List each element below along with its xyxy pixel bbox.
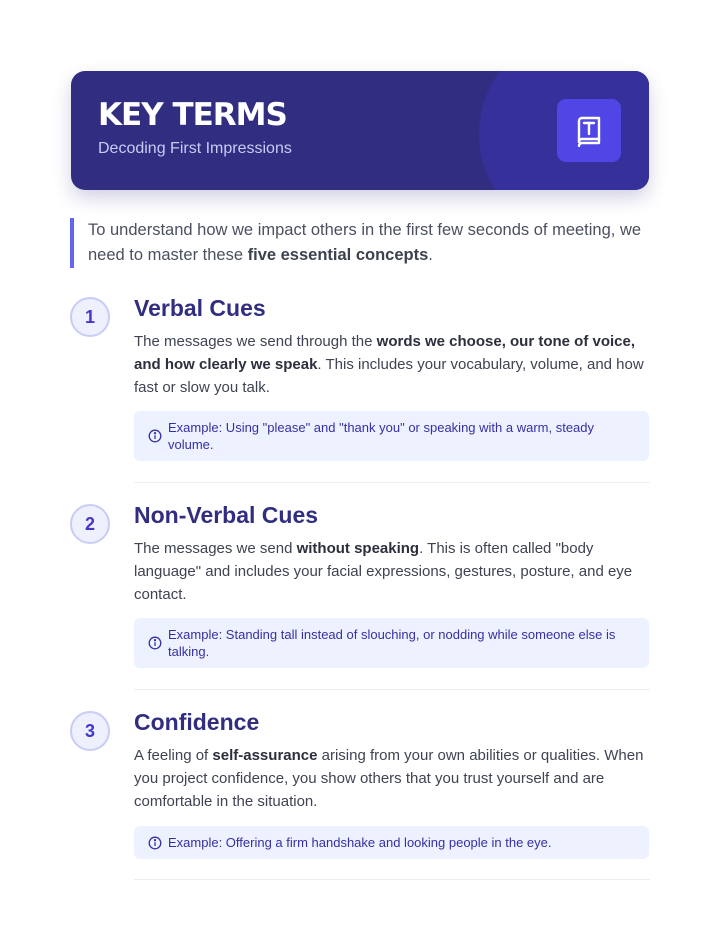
page-subtitle: Decoding First Impressions [98, 140, 292, 157]
term-desc-start: The messages we send [134, 540, 297, 557]
page-title: KEY TERMS [98, 97, 287, 133]
term-title: Confidence [134, 709, 260, 735]
term-desc-start: A feeling of [134, 747, 213, 764]
term-title: Non-Verbal Cues [134, 502, 319, 528]
book-icon [557, 99, 621, 162]
info-icon [148, 836, 162, 850]
term-description [134, 330, 650, 399]
intro-text [70, 218, 648, 268]
intro-text-end: . [428, 246, 433, 264]
info-icon [148, 429, 162, 443]
term-example [134, 411, 649, 461]
intro-emphasis: five essential concepts [247, 246, 429, 264]
term-number-badge: 2 [70, 504, 110, 544]
intro-text-start: To understand how we impact others in the first few seconds of meeting, we need to master these [88, 221, 642, 264]
term-number-badge: 1 [70, 297, 110, 337]
term-example-text: Example: Using "please" and "thank you" or speaking with a warm, steady volume. [168, 420, 595, 452]
term-desc-end: . This is often called "body language" and includes your facial expressions, gestures, posture, and eye contact. [134, 540, 633, 603]
term-desc-emphasis: self-assurance [212, 747, 318, 764]
term-example-text: Example: Standing tall instead of slouching, or nodding while someone else is talking. [168, 627, 616, 659]
term-description [134, 537, 650, 606]
term-example [134, 826, 649, 859]
term-divider [134, 482, 650, 483]
header-card [71, 71, 649, 190]
term-desc-emphasis: words we choose, our tone of voice, and how clearly we speak [134, 333, 636, 373]
term-divider [134, 689, 650, 690]
term-example-text: Example: Offering a firm handshake and looking people in the eye. [168, 835, 552, 850]
term-description [134, 744, 650, 813]
info-icon [148, 636, 162, 650]
term-desc-emphasis: without speaking [296, 540, 420, 557]
term-divider [134, 879, 650, 880]
term-desc-end: arising from your own abilities or qualities. When you project confidence, you show others that you trust yourself and are comfortable in the situation. [134, 747, 644, 810]
term-desc-end: . This includes your vocabulary, volume, and how fast or slow you talk. [134, 356, 644, 396]
term-example [134, 618, 649, 668]
term-number-badge: 3 [70, 711, 110, 751]
term-title: Verbal Cues [134, 295, 266, 321]
term-desc-start: The messages we send through the [134, 333, 377, 350]
